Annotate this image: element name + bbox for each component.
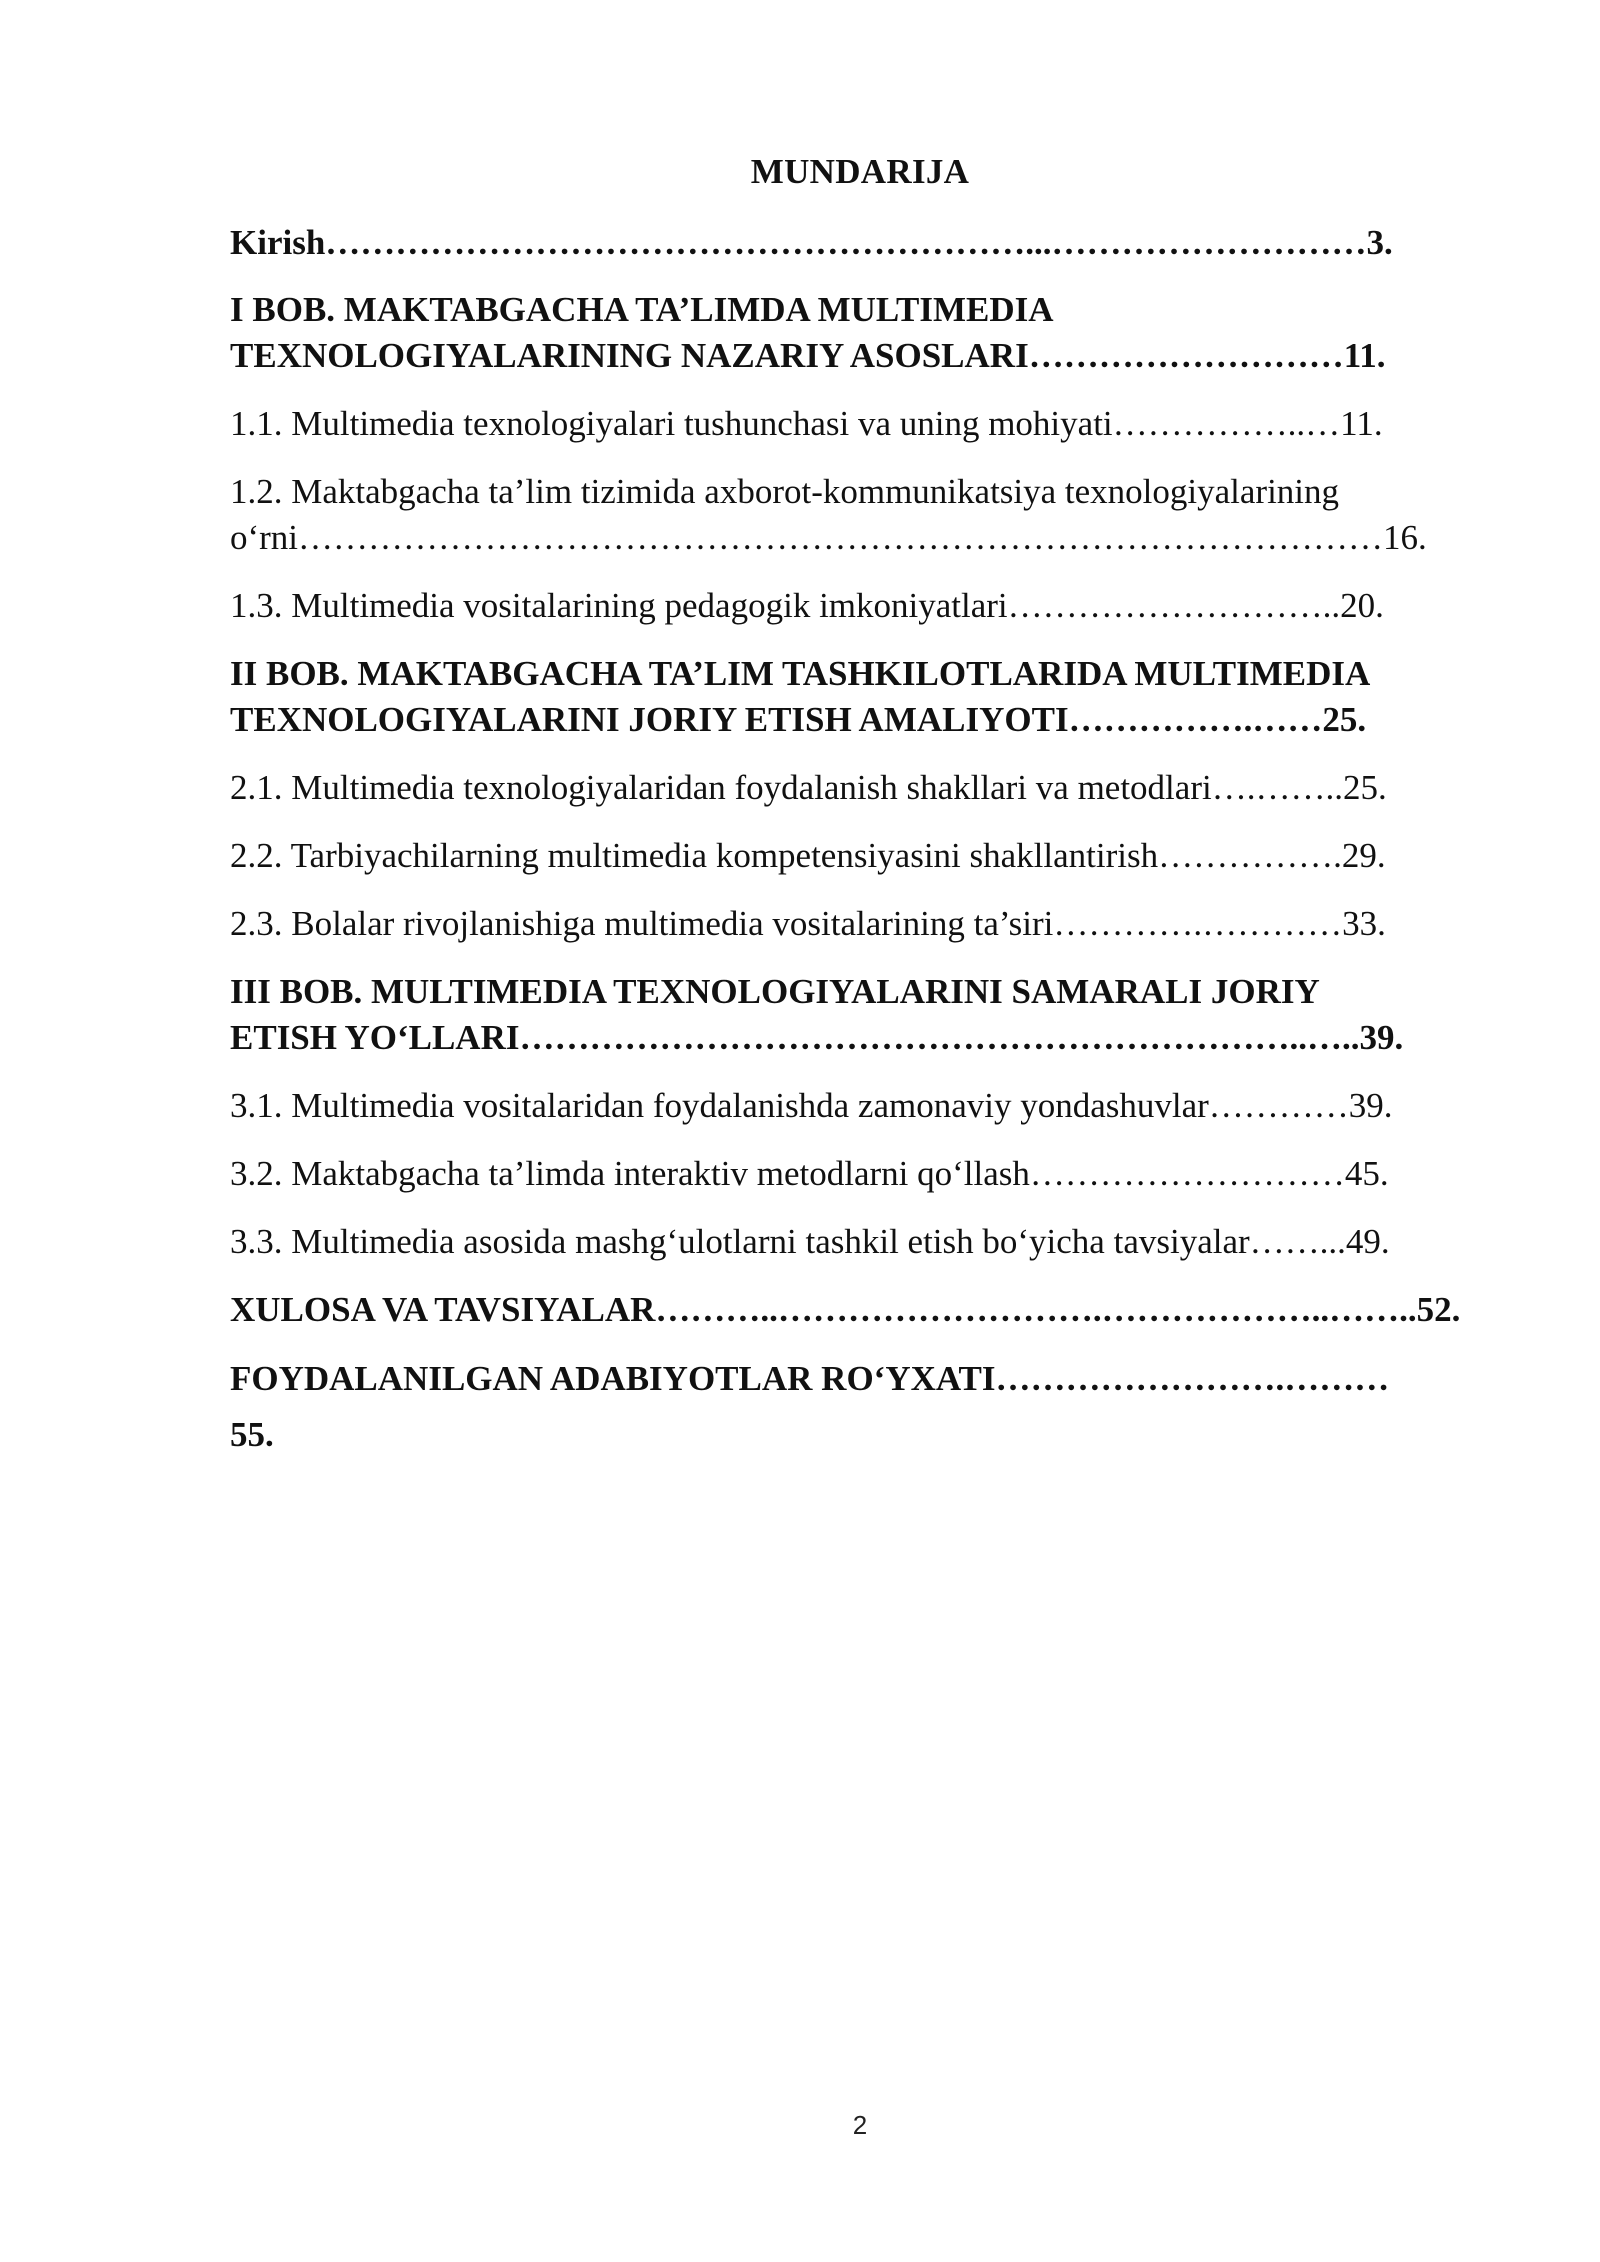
toc-entry-text: 3.2. Maktabgacha ta’limda interaktiv metodlarni qo‘llash………………………45. <box>230 1154 1389 1193</box>
toc-entry-chapter-3[interactable] <box>230 969 1490 1061</box>
toc-entry-text: 3.3. Multimedia asosida mashg‘ulotlarni tashkil etish bo‘yicha tavsiyalar……...49. <box>230 1222 1390 1261</box>
toc-entry-conclusion[interactable] <box>230 1287 1490 1333</box>
toc-entry-text: 2.1. Multimedia texnologiyalaridan foydalanish shakllari va metodlari….……..25. <box>230 768 1387 807</box>
page-number: 2 <box>852 2110 868 2140</box>
toc-entry-text: 1.3. Multimedia vositalarining pedagogik imkoniyatlari………………………..20. <box>230 586 1384 625</box>
toc-entry-kirish[interactable] <box>230 220 1490 266</box>
toc-entry-1-1[interactable] <box>230 401 1490 447</box>
toc-entry-chapter-2[interactable] <box>230 651 1490 743</box>
toc-entry-text: 1.1. Multimedia texnologiyalari tushunchasi va uning mohiyati……………..…11. <box>230 404 1383 443</box>
toc-entry-chapter-1[interactable] <box>230 287 1490 379</box>
toc-entry-text: XULOSA VA TAVSIYALAR………..……………………….………………..……..52. <box>230 1290 1461 1329</box>
table-of-contents <box>230 214 1490 1463</box>
toc-entry-text: 1.2. Maktabgacha ta’lim tizimida axborot-kommunikatsiya texnologiyalarining <box>230 472 1340 511</box>
toc-entry-text: 2.2. Tarbiyachilarning multimedia kompetensiyasini shakllantirish…………….29. <box>230 836 1386 875</box>
toc-entry-text: FOYDALANILGAN ADABIYOTLAR RO‘YXATI…………………….……… <box>230 1359 1390 1398</box>
toc-entry-2-2[interactable] <box>230 833 1490 879</box>
toc-entry-text-cont: o‘rni…………………………………………………………………………………16. <box>230 518 1427 557</box>
toc-entry-2-1[interactable] <box>230 765 1490 811</box>
toc-entry-text: 2.3. Bolalar rivojlanishiga multimedia vositalarining ta’siri………….…………33. <box>230 904 1386 943</box>
toc-entry-text-cont: 55. <box>230 1415 274 1454</box>
toc-entry-3-1[interactable] <box>230 1083 1490 1129</box>
toc-entry-references[interactable] <box>230 1351 1490 1463</box>
toc-entry-text: I BOB. MAKTABGACHA TA’LIMDA MULTIMEDIA <box>230 290 1054 329</box>
toc-entry-3-2[interactable] <box>230 1151 1490 1197</box>
toc-entry-1-2[interactable] <box>230 469 1490 561</box>
toc-entry-text-cont: TEXNOLOGIYALARINI JORIY ETISH AMALIYOTI…………….……25. <box>230 700 1367 739</box>
toc-entry-text-cont: TEXNOLOGIYALARINING NAZARIY ASOSLARI………………………11. <box>230 336 1386 375</box>
toc-entry-text: III BOB. MULTIMEDIA TEXNOLOGIYALARINI SAMARALI JORIY <box>230 972 1320 1011</box>
toc-title: MUNDARIJA <box>750 152 970 191</box>
toc-entry-1-3[interactable] <box>230 583 1490 629</box>
toc-entry-text: Kirish……………………………………………………...………………………3. <box>230 223 1393 262</box>
toc-entry-text: II BOB. MAKTABGACHA TA’LIM TASHKILOTLARIDA MULTIMEDIA <box>230 654 1371 693</box>
toc-entry-text-cont: ETISH YO‘LLARI…………………………………………………………..…..39. <box>230 1018 1404 1057</box>
toc-entry-text: 3.1. Multimedia vositalaridan foydalanishda zamonaviy yondashuvlar…………39. <box>230 1086 1393 1125</box>
toc-entry-3-3[interactable] <box>230 1219 1490 1265</box>
toc-entry-2-3[interactable] <box>230 901 1490 947</box>
